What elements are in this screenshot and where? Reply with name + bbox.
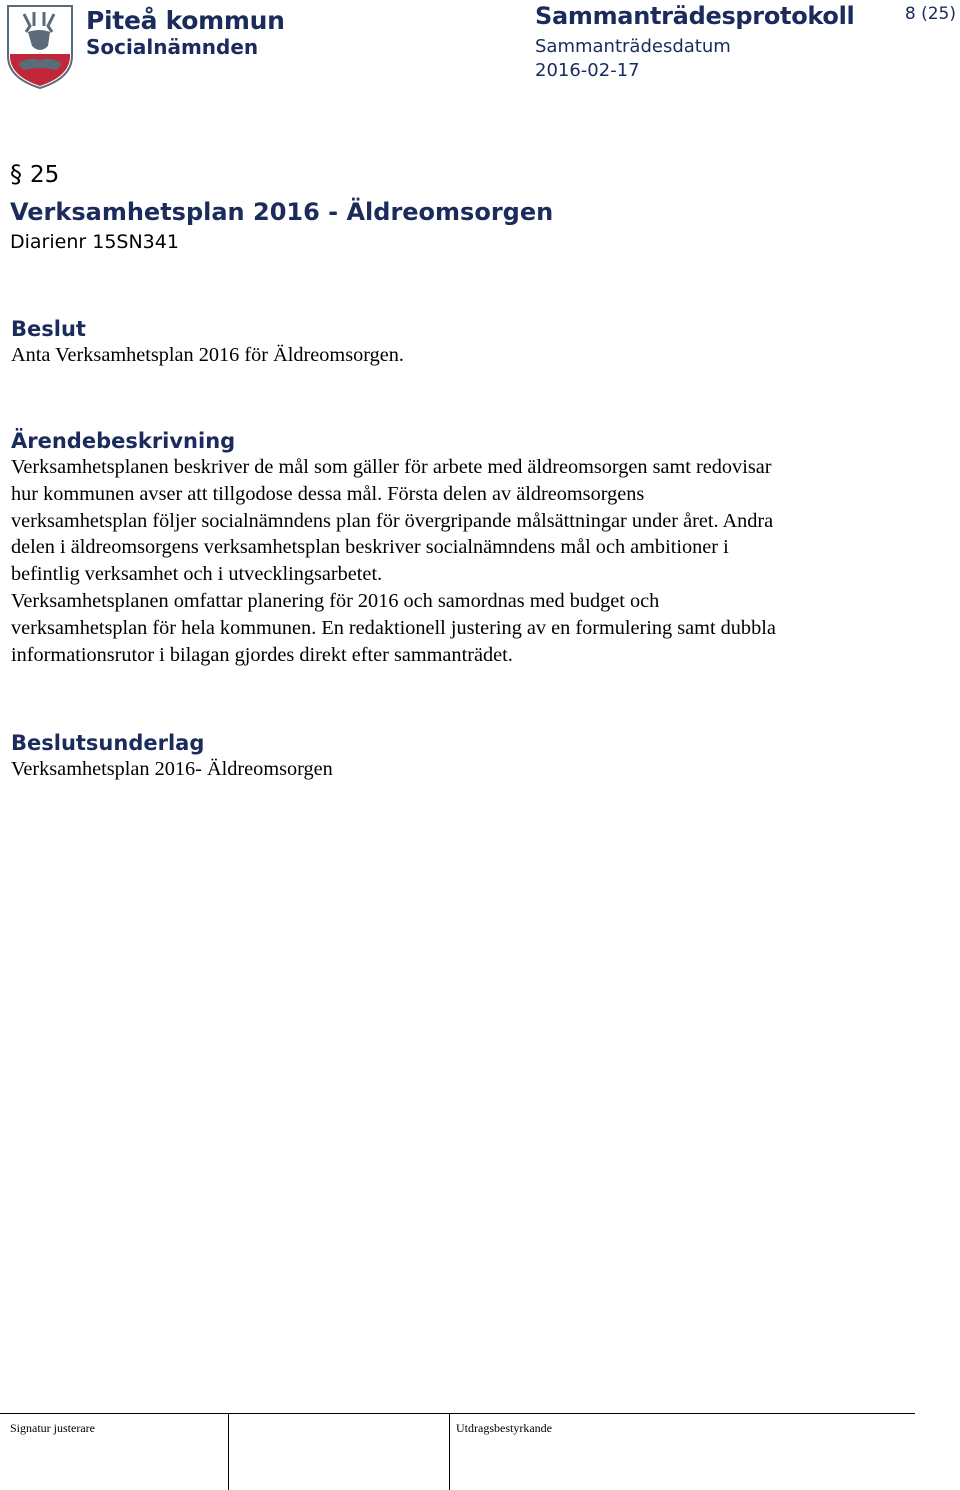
decision-basis-section <box>11 730 940 783</box>
section-sign: § <box>10 160 22 188</box>
paragraph-header <box>10 160 553 253</box>
meeting-date: 2016-02-17 <box>535 60 640 81</box>
document-type: Sammanträdesprotokoll <box>535 2 855 30</box>
decision-basis-text: Verksamhetsplan 2016- Äldreomsorgen <box>11 758 333 780</box>
signature-field[interactable] <box>0 1414 228 1490</box>
case-description-line: hur kommunen avser att tillgodose dessa mål. Första delen av äldreomsorgens <box>11 482 645 505</box>
decision-section <box>11 316 940 369</box>
protocol-block <box>535 4 854 80</box>
case-description-line: delen i äldreomsorgens verksamhetsplan beskriver socialnämndens mål och ambitioner i <box>11 536 729 559</box>
case-description-line: verksamhetsplan följer socialnämndens plan för övergripande målsättningar under året. Andra <box>11 509 774 532</box>
case-description-line: Verksamhetsplanen beskriver de mål som gäller för arbete med äldreomsorgen samt redovisar <box>11 456 772 478</box>
case-description-line: Verksamhetsplanen omfattar planering för 2016 och samordnas med budget och <box>11 589 660 612</box>
signature-field[interactable] <box>229 1414 449 1490</box>
paragraph-number: 25 <box>30 162 60 188</box>
case-description-line: befintlig verksamhet och i utvecklingsarbetet. <box>11 563 383 586</box>
org-unit: Socialnämnden <box>86 35 259 59</box>
case-description-section <box>11 428 940 668</box>
decision-text: Anta Verksamhetsplan 2016 för Äldreomsorgen. <box>11 344 404 366</box>
org-name: Piteå kommun <box>86 6 285 35</box>
diary-number: Diarienr 15SN341 <box>10 231 179 253</box>
signature-footer <box>0 1413 915 1490</box>
meeting-date-label: Sammanträdesdatum <box>535 36 731 57</box>
case-title: Verksamhetsplan 2016 - Äldreomsorgen <box>10 198 554 226</box>
organization-block <box>86 8 285 57</box>
signature-label: Signatur justerare <box>10 1421 95 1435</box>
extract-certification-label: Utdragsbestyrkande <box>456 1421 552 1435</box>
decision-heading: Beslut <box>11 317 86 341</box>
extract-certification-field[interactable] <box>446 1414 915 1490</box>
case-description-line: informationsrutor i bilagan gjordes direkt efter sammanträdet. <box>11 643 513 666</box>
paragraph-number-line <box>10 160 553 189</box>
case-description-heading: Ärendebeskrivning <box>11 429 236 453</box>
decision-basis-heading: Beslutsunderlag <box>11 731 205 755</box>
page-number: 8 (25) <box>904 4 956 24</box>
case-description-line: verksamhetsplan för hela kommunen. En redaktionell justering av en formulering samt dubbla <box>11 616 776 639</box>
municipality-crest-logo <box>4 4 76 90</box>
